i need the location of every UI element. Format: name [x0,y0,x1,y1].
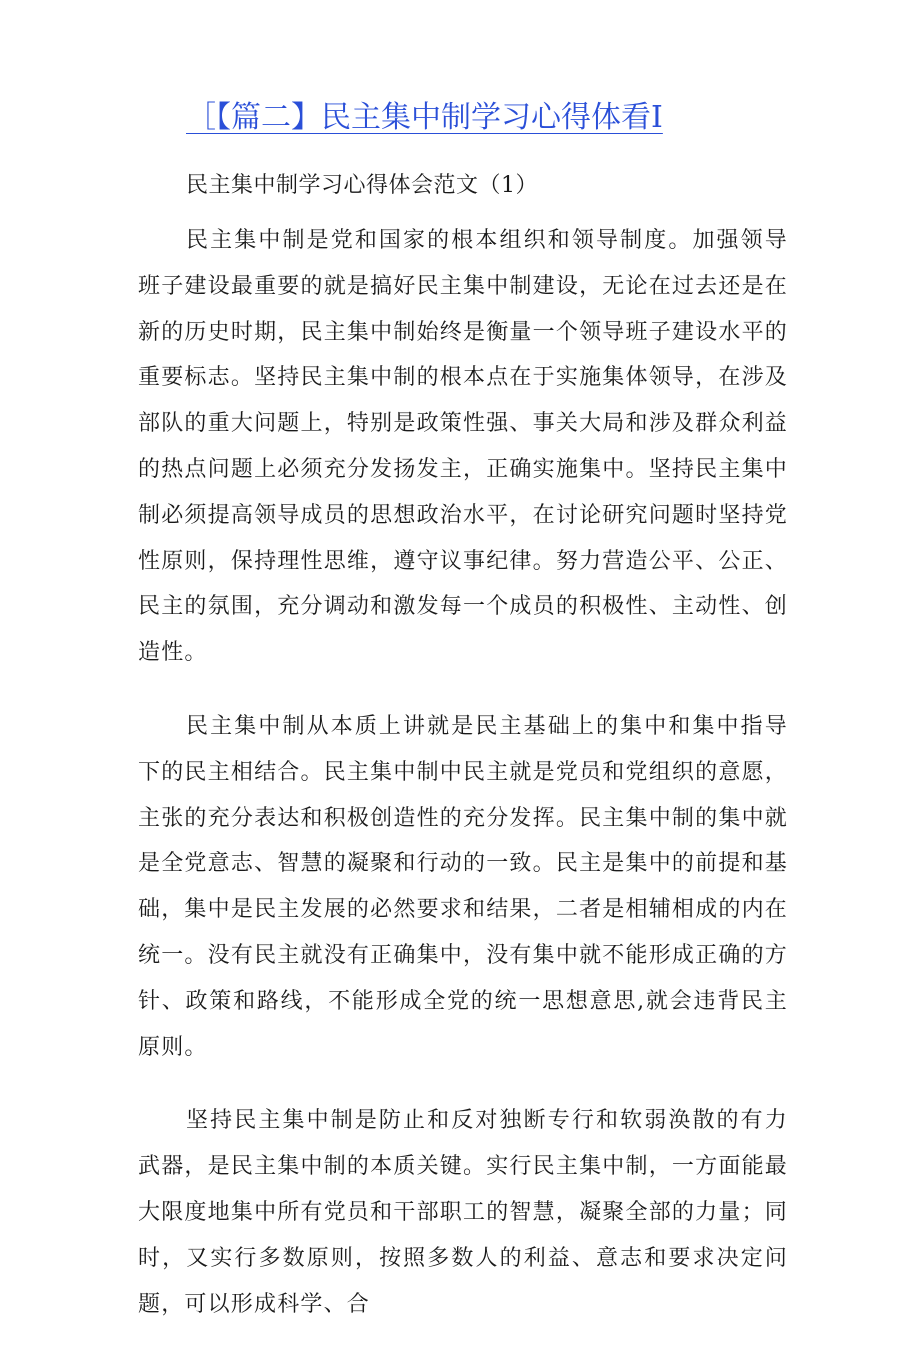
paragraph-3: 坚持民主集中制是防止和反对独断专行和软弱涣散的有力武器，是民主集中制的本质关键。实行民主集中制，一方面能最大限度地集中所有党员和干部职工的智慧，凝聚全部的力量；同时，又实行多数原则，按照多数人的利益、意志和要求决定问题，可以形成科学、合 [138,1108,788,1317]
document-subtitle: 民主集中制学习心得体会范文（1） [186,173,538,198]
document-title-link[interactable]: ［【篇二】民主集中制学习心得体看I [186,100,663,135]
document-body [138,218,788,1355]
paragraph-1: 民主集中制是党和国家的根本组织和领导制度。加强领导班子建设最重要的就是搞好民主集中制建设，无论在过去还是在新的历史时期，民主集中制始终是衡量一个领导班子建设水平的重要标志。坚持民主集中制的根本点在于实施集体领导，在涉及部队的重大问题上，特别是政策性强、事关大局和涉及群众利益的热点问题上必须充分发扬发主，正确实施集中。坚持民主集中制必须提高领导成员的思想政治水平，在讨论研究问题时坚持党性原则，保持理性思维，遵守议事纪律。努力营造公平、公正、民主的氛围，充分调动和激发每一个成员的积极性、主动性、创造性。 [138,228,788,666]
paragraph-2: 民主集中制从本质上讲就是民主基础上的集中和集中指导下的民主相结合。民主集中制中民主就是党员和党组织的意愿，主张的充分表达和积极创造性的充分发挥。民主集中制的集中就是全党意志、智慧的凝聚和行动的一致。民主是集中的前提和基础，集中是民主发展的必然要求和结果，二者是相辅相成的内在统一。没有民主就没有正确集中，没有集中就不能形成正确的方针、政策和路线，不能形成全党的统一思想意思,就会违背民主原则。 [138,713,788,1060]
